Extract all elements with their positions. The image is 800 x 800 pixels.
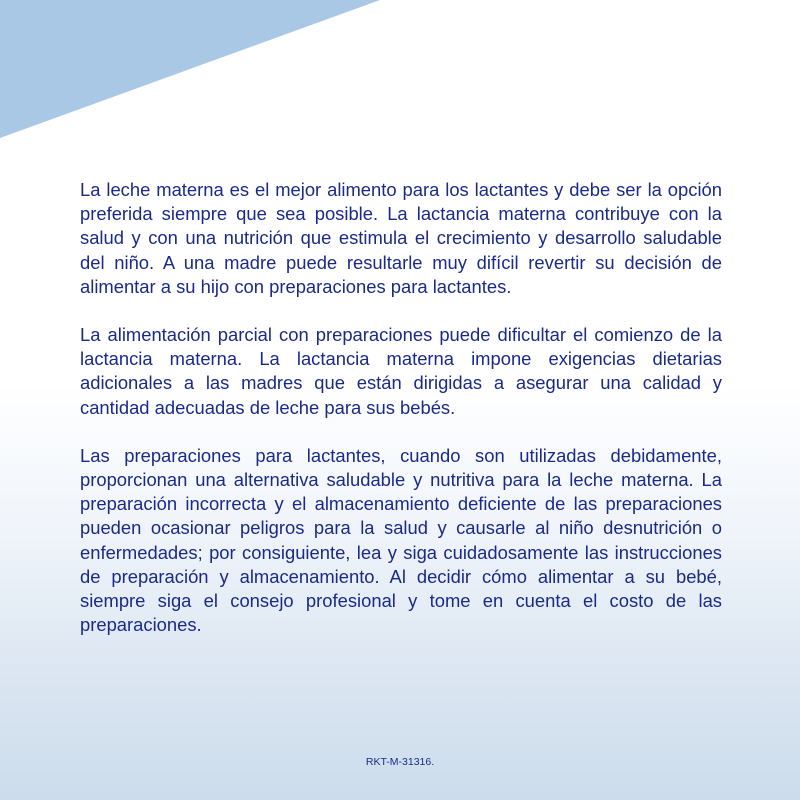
paragraph-breastfeeding-benefits: La leche materna es el mejor alimento para los lactantes y debe ser la opción preferida siempre que sea posible. La lactancia materna contribuye con la salud y con una nutrición que estimula el crecimiento y desarrollo saludable del niño. A una madre puede resultarle muy difícil revertir su decisión de alimentar a su hijo con preparaciones para lactantes. [80, 179, 722, 297]
decorative-corner-shape [0, 0, 800, 200]
disclaimer-text-block [80, 178, 722, 661]
reference-code: RKT-M-31316. [365, 756, 435, 768]
paragraph-formula-usage: Las preparaciones para lactantes, cuando son utilizadas debidamente, proporcionan una alternativa saludable y nutritiva para la leche materna. La preparación incorrecta y el almacenamiento deficiente de las preparaciones pueden ocasionar peligros para la salud y causarle al niño desnutrición o enfermedades; por consiguiente, lea y siga cuidadosamente las instrucciones de preparación y almacenamiento. Al decidir cómo alimentar a su bebé, siempre siga el consejo profesional y tome en cuenta el costo de las preparaciones. [80, 444, 722, 636]
paragraph-partial-feeding: La alimentación parcial con preparaciones puede dificultar el comienzo de la lactancia materna. La lactancia materna impone exigencias dietarias adicionales a las madres que están dirigidas a asegurar una calidad y cantidad adecuadas de leche para sus bebés. [80, 324, 722, 418]
